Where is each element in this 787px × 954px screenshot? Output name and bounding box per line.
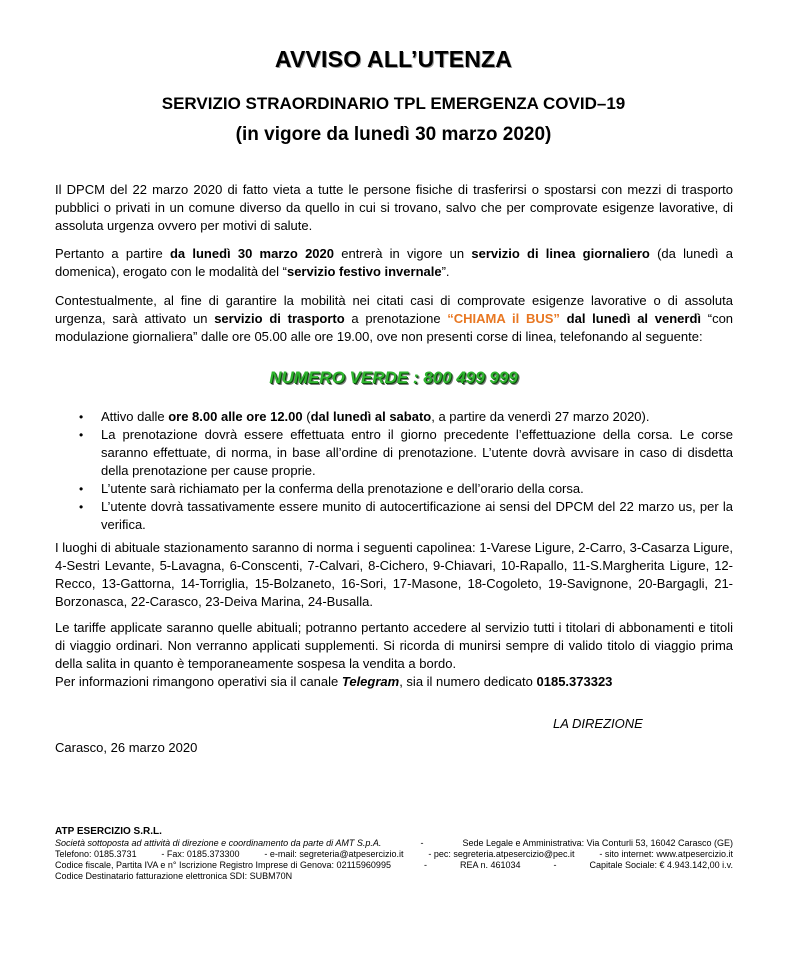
on-demand-service-paragraph [55,292,733,346]
days: dal lunedì al sabato [310,409,432,424]
text-run: ( [302,409,311,424]
footer-text: - [420,838,424,848]
text-run: L’utente sarà richiamato per la conferma della prenotazione e dell’orario della corsa. [101,481,584,496]
footer-row [55,860,733,871]
footer-text: - [553,860,557,870]
page-title: AVVISO ALL’UTENZA [274,46,513,72]
daily-service-paragraph [55,245,733,281]
toll-free-number: NUMERO VERDE : 800 499 999 [269,368,518,387]
text-run [560,311,567,326]
start-date: da lunedì 30 marzo 2020 [169,246,334,261]
footer-text: - pec: segreteria.atpesercizio@pec.it [428,849,575,859]
dedicated-phone-number: 0185.373323 [536,674,613,689]
text-run: Per informazioni rimangono operativi sia il canale [55,674,342,689]
text-run: L’utente dovrà tassativamente essere munito di autocertificazione ai sensi del DPCM del 22 marzo us, per la verifica. [101,499,733,532]
text-run: Pertanto a partire [55,246,170,261]
company-footer [55,826,733,882]
footer-text: Capitale Sociale: € 4.943.142,00 i.v. [589,860,733,870]
conditions-list [55,408,733,534]
telegram-channel: Telegram [341,674,400,689]
text-run: , a partire da venerdì 27 marzo 2020). [431,409,650,424]
terminals-paragraph: I luoghi di abituale stazionamento saranno di norma i seguenti capolinea: 1-Varese Ligure, 2-Carro, 3-Casarza Ligure, 4-Sestri Levante, 5-Lavagna, 6-Conscenti, 7-Calvari, 8-Cichero, 9-Chiavari, 10-Rapallo, 11-S.Margherita Ligure, 12-Recco, 13-Gattorna, 14-Torriglia, 15-Bolzaneto, 16-Sori, 17-Masone, 18-Cogoleto, 19-Savignone, 20-Bargagli, 21-Borzonasca, 22-Carasco, 23-Deiva Marina, 24-Busalla. [55,540,733,609]
bullet-icon: • [79,410,84,424]
text-run: (da lunedì a domenica), erogato con le modalità del “ [55,246,733,279]
bullet-icon: • [79,482,84,496]
list-item [55,498,733,534]
fares-paragraph [55,619,733,691]
transport-service: servizio di trasporto [214,311,345,326]
daily-line-service: servizio di linea giornaliero [471,246,650,261]
text-run: entrerà in vigore un [334,246,472,261]
text-run: Attivo dalle [101,409,169,424]
list-item [55,480,733,498]
footer-text: - Fax: 0185.373300 [161,849,240,859]
validity-subtitle: (in vigore da lunedì 30 marzo 2020) [235,124,552,145]
hours: ore 8.00 alle ore 12.00 [168,409,303,424]
footer-row: Codice Destinatario fatturazione elettronica SDI: SUBM70N [55,871,293,881]
footer-text: Sede Legale e Amministrativa: Via Conturli 53, 16042 Carasco (GE) [462,838,733,848]
signature: LA DIREZIONE [553,716,643,731]
footer-text: Telefono: 0185.3731 [55,849,137,859]
text-run: ”. [441,264,450,279]
service-subtitle: SERVIZIO STRAORDINARIO TPL EMERGENZA COVID–19 [161,94,626,113]
dpcm-paragraph: Il DPCM del 22 marzo 2020 di fatto vieta a tutte le persone fisiche di trasferirsi o spostarsi con mezzi di trasporto pubblici o privati in un comune diverso da quello in cui si trovano, salvo che per comprovate esigenze lavorative, di assoluta urgenza ovvero per motivi di salute. [55,182,733,233]
list-item [55,426,733,480]
text-run: Le tariffe applicate saranno quelle abituali; potranno pertanto accedere al servizio tutti i titolari di abbonamenti e titoli di viaggio ordinari. Non verranno applicati supplementi. Si ricorda di munirsi sempre di valido titolo di viaggio prima della salita in quanto è temporaneamente sospesa la vendita a bordo. [55,620,733,671]
text-run: “con modulazione giornaliera” dalle ore 05.00 alle ore 19.00, ove non presenti corse di linea, telefonando al seguente: [55,311,734,344]
footer-text: - sito internet: www.atpesercizio.it [599,849,733,859]
footer-text: Codice fiscale, Partita IVA e n° Iscrizione Registro Imprese di Genova: 02115960995 [55,860,391,870]
winter-holiday-service: servizio festivo invernale [286,264,442,279]
footer-row [55,849,733,860]
text-run: a prenotazione [344,311,448,326]
company-name: ATP ESERCIZIO S.R.L. [55,826,162,837]
document-date: Carasco, 26 marzo 2020 [55,740,198,755]
footer-text: Società sottoposta ad attività di direzione e coordinamento da parte di AMT S.p.A. [55,838,382,848]
text-run: , sia il numero dedicato [399,674,537,689]
chiama-il-bus: “CHIAMA il BUS” [447,311,560,326]
text-run: La prenotazione dovrà essere effettuata entro il giorno precedente l’effettuazione della corsa. Le corse saranno effettuate, di norma, in base all’ordine di prenotazione. L’utente dovrà avvisare in caso di disdetta della prenotazione per cause proprie. [101,427,733,478]
list-item [55,408,733,426]
bullet-icon: • [79,428,84,442]
footer-text: REA n. 461034 [459,860,521,870]
footer-row [55,838,733,849]
bullet-icon: • [79,500,84,514]
footer-text: - [423,860,427,870]
text-run: Contestualmente, al fine di garantire la mobilità nei citati casi di comprovate esigenze lavorative o di assoluta urgenza, sarà attivato un [55,293,733,326]
footer-text: - e-mail: segreteria@atpesercizio.it [264,849,404,859]
weekday-range: dal lunedì al venerdì [566,311,702,326]
